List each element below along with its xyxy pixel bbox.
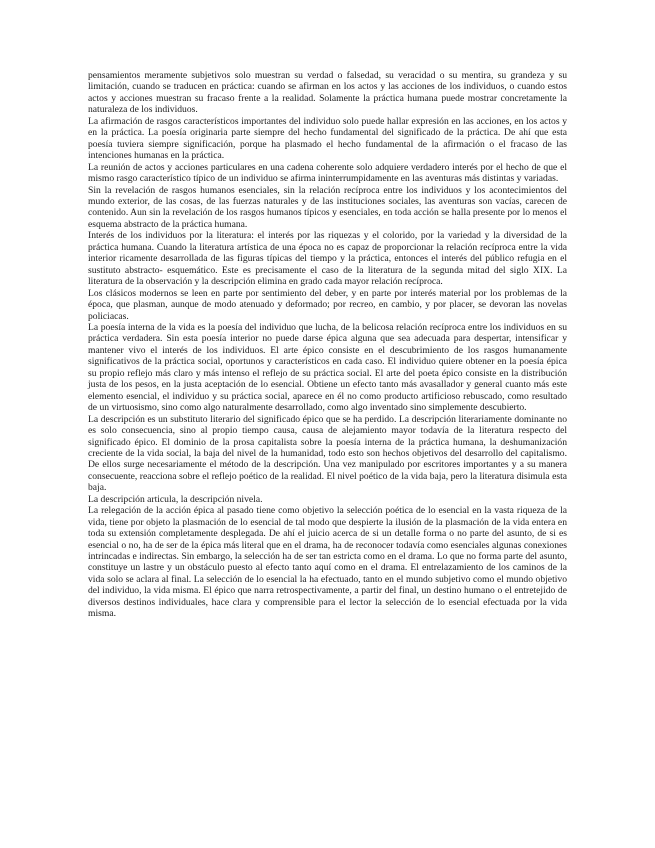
paragraph-3: La reunión de actos y acciones particulares en una cadena coherente solo adquiere verdadero interés por el hecho de que el mismo rasgo característico típico de un individuo se afirma ininterrumpidamente en las aventuras más distintas y variadas. (88, 161, 567, 185)
paragraph-9: La descripción articula, la descripción nivela. (88, 493, 263, 505)
paragraph-2: La afirmación de rasgos característicos importantes del individuo solo puede hallar expresión en las acciones, en los actos y en la práctica. La poesía originaria parte siempre del hecho fundamental del significado de la práctica. De ahí que esta poesía tuviera siempre significación, porque ha plasmado el hecho fundamental de la afirmación o el fracaso de las intenciones humanas en la práctica. (88, 115, 567, 162)
paragraph-4: Sin la revelación de rasgos humanos esenciales, sin la relación recíproca entre los individuos y los acontecimientos del mundo exterior, de las cosas, de las fuerzas naturales y de las instituciones sociales, las aventuras son vacías, carecen de contenido. Aun sin la revelación de los rasgos humanos típicos y esenciales, en toda acción se halla presente por lo menos el esquema abstracto de la práctica humana. (88, 184, 567, 230)
paragraph-7: La poesía interna de la vida es la poesía del individuo que lucha, de la belicosa relación recíproca entre los individuos en su práctica verdadera. Sin esta poesía interior no puede darse épica alguna que sea adecuada para despertar, intensificar y mantener vivo el interés de los individuos. El arte épico consiste en el descubrimiento de los rasgos humanamente significativos de la práctica social, oportunos y característicos en cada caso. El individuo quiere obtener en la poesía épica su propio reflejo más claro y más intenso el reflejo de su práctica social. El arte del poeta épico consiste en la distribución justa de los pesos, en la justa aceptación de lo esencial. Obtiene un efecto tanto más avasallador y general cuanto más este elemento esencial, el individuo y su práctica social, aparece en él no como producto artificioso rebuscado, como resultado de un virtuosismo, sino como algo naturalmente desarrollado, como algo inventado sino simplemente descubierto. (88, 321, 567, 414)
paragraph-6: Los clásicos modernos se leen en parte por sentimiento del deber, y en parte por interés material por los problemas de la época, que plasman, aunque de modo atenuado y deformado; por recreo, en cambio, y por placer, se devoran las novelas policiacas. (88, 287, 567, 322)
paragraph-5: Interés de los individuos por la literatura: el interés por las riquezas y el colorido, por la variedad y la diversidad de la práctica humana. Cuando la literatura artística de una época no es capaz de proporcionar la relación recíproca entre la vida interior ricamente desarrollada de las figuras típicas del tiempo y la práctica, entonces el interés del público refugia en el sustituto abstracto- esquemático. Este es precisamente el caso de la literatura de la segunda mitad del siglo XIX. La literatura de la observación y la descripción elimina en grado cada mayor relación recíproca. (88, 230, 567, 288)
paragraph-1: pensamientos meramente subjetivos solo muestran su verdad o falsedad, su veracidad o su mentira, su grandeza y su limitación, cuando se traducen en práctica: cuando se afirman en los actos y las acciones de los individuos, o cuando estos actos y acciones muestran su fracaso frente a la realidad. Solamente la práctica humana puede mostrar concretamente la naturaleza de los individuos. (88, 70, 567, 116)
paragraph-10: La relegación de la acción épica al pasado tiene como objetivo la selección poética de lo esencial en la vasta riqueza de la vida, tiene por objeto la plasmación de lo esencial de tal modo que despierte la ilusión de la plasmación de la vida entera en toda su extensión completamente desplegada. De ahí el juicio acerca de si un detalle forma o no parte del asunto, de si es esencial o no, ha de ser de la épica más literal que en el drama, ha de reconocer todavía como esenciales algunas conexiones intrincadas e indirectas. Sin embargo, la selección ha de ser tan estricta como en el drama. Lo que no forma parte del asunto, constituye un lastre y un obstáculo puesto al efecto tanto aquí como en el drama. El entrelazamiento de los caminos de la vida solo se aclara al final. La selección de lo esencial la ha efectuado, tanto en el mundo subjetivo como el mundo objetivo del individuo, la vida misma. El épico que narra retrospectivamente, a partir del final, un destino humano o el entretejido de diversos destinos individuales, hace clara y comprensible para el lector la selección de lo esencial efectuada por la vida misma. (88, 505, 567, 620)
document-page (88, 70, 567, 620)
paragraph-8: La descripción es un substituto literario del significado épico que se ha perdido. La descripción literariamente dominante no es solo consecuencia, sino al propio tiempo causa, causa de alejamiento mayor todavía de la literatura respecto del significado épico. El dominio de la prosa capitalista sobre la poesía interna de la práctica humana, la deshumanización creciente de la vida social, la baja del nivel de la humanidad, todo esto son hechos objetivos del desarrollo del capitalismo. De ellos surge necesariamente el método de la descripción. Una vez manipulado por escritores importantes y a su manera consecuente, reacciona sobre el reflejo poético de la realidad. El nivel poético de la vida baja, pero la literatura disimula esta baja. (88, 413, 567, 494)
